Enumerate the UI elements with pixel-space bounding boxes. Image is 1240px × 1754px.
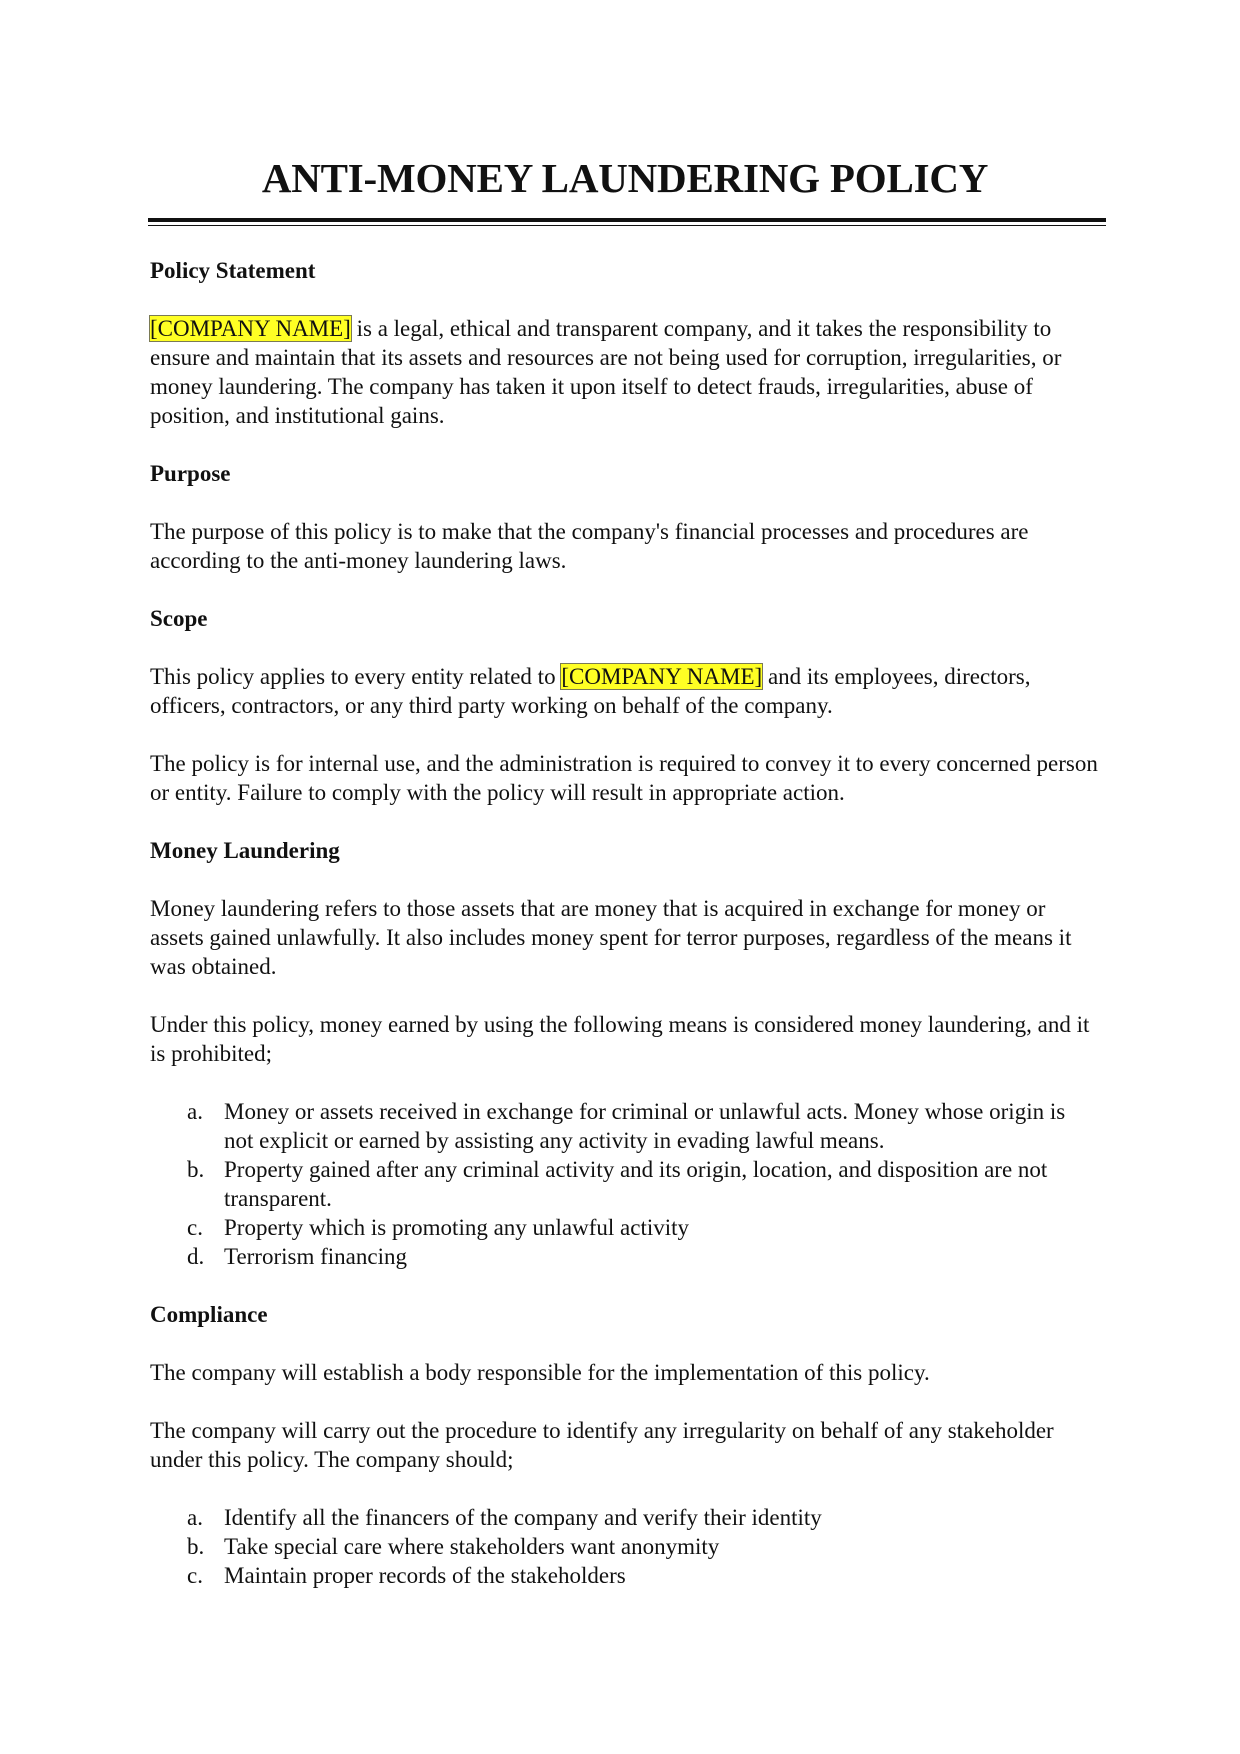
spacer: [150, 865, 1100, 894]
section-policy-statement: [150, 256, 1100, 430]
list-marker: c.: [187, 1215, 203, 1240]
list-item-text: Property gained after any criminal activity and its origin, location, and disposition are not transparent.: [224, 1157, 1048, 1211]
paragraph-text: is a legal, ethical and transparent company, and it takes the responsibility to ensure and maintain that its assets and resources are not being used for corruption, irregularities, or money laundering. The company has taken it upon itself to detect frauds, irregularities, abuse of position, and institutional gains.: [150, 316, 1062, 428]
document-page: [150, 150, 1100, 1590]
list-item: [187, 1561, 1100, 1590]
list-item-text: Property which is promoting any unlawful activity: [224, 1215, 690, 1240]
paragraph: The company will carry out the procedure to identify any irregularity on behalf of any stakeholder under this policy. The company should;: [150, 1418, 1054, 1472]
paragraph: Under this policy, money earned by using the following means is considered money laundering, and it is prohibited;: [150, 1012, 1090, 1066]
spacer: [150, 1271, 1100, 1300]
spacer: [150, 720, 1100, 749]
list-item-text: Terrorism financing: [224, 1244, 407, 1269]
spacer: [150, 1474, 1100, 1503]
paragraph: The company will establish a body responsible for the implementation of this policy.: [150, 1360, 930, 1385]
list-item: [187, 1155, 1100, 1213]
company-name-placeholder: [COMPANY NAME]: [150, 316, 351, 341]
list-item: [187, 1532, 1100, 1561]
spacer: [150, 1068, 1100, 1097]
list-marker: d.: [187, 1244, 205, 1269]
paragraph-text: This policy applies to every entity related to: [150, 664, 562, 689]
spacer: [150, 285, 1100, 314]
list-item: [187, 1097, 1100, 1155]
section-heading: Money Laundering: [150, 838, 340, 863]
paragraph: The purpose of this policy is to make that the company's financial processes and procedures are according to the anti-money laundering laws.: [150, 519, 1029, 573]
paragraph-text: and its employees, directors, officers, contractors, or any third party working on behalf of the company.: [150, 664, 1031, 718]
list-item-text: Take special care where stakeholders want anonymity: [224, 1534, 720, 1559]
spacer: [150, 430, 1100, 459]
list-marker: a.: [187, 1099, 203, 1124]
list-item: [187, 1503, 1100, 1532]
prohibited-means-list: [150, 1097, 1100, 1271]
section-heading: Purpose: [150, 461, 231, 486]
list-marker: b.: [187, 1157, 205, 1182]
company-name-placeholder: [COMPANY NAME]: [561, 664, 763, 689]
list-item-text: Identify all the financers of the company and verify their identity: [224, 1505, 822, 1530]
section-purpose: [150, 459, 1100, 575]
spacer: [150, 575, 1100, 604]
compliance-steps-list: [150, 1503, 1100, 1590]
section-heading: Scope: [150, 606, 208, 631]
section-heading: Policy Statement: [150, 258, 316, 283]
section-money-laundering: [150, 836, 1100, 1271]
spacer: [150, 488, 1100, 517]
list-item: [187, 1242, 1100, 1271]
section-compliance: [150, 1300, 1100, 1590]
list-item-text: Maintain proper records of the stakeholders: [224, 1563, 626, 1588]
paragraph: [150, 662, 1100, 720]
document-title: ANTI-MONEY LAUNDERING POLICY: [261, 155, 989, 201]
section-scope: [150, 604, 1100, 807]
list-marker: c.: [187, 1563, 203, 1588]
list-marker: b.: [187, 1534, 205, 1559]
list-item: [187, 1213, 1100, 1242]
spacer: [150, 1329, 1100, 1358]
list-marker: a.: [187, 1505, 203, 1530]
spacer: [150, 1387, 1100, 1416]
paragraph: [150, 314, 1100, 430]
spacer: [150, 807, 1100, 836]
spacer: [150, 633, 1100, 662]
list-item-text: Money or assets received in exchange for criminal or unlawful acts. Money whose origin is not explicit or earned by assisting any activity in evading lawful means.: [224, 1099, 1066, 1153]
paragraph: Money laundering refers to those assets that are money that is acquired in exchange for money or assets gained unlawfully. It also includes money spent for terror purposes, regardless of the means it was obtained.: [150, 896, 1072, 979]
title-double-rule: [148, 218, 1106, 226]
spacer: [150, 226, 1100, 256]
section-heading: Compliance: [150, 1302, 268, 1327]
paragraph: The policy is for internal use, and the administration is required to convey it to every concerned person or entity. Failure to comply with the policy will result in appropriate action.: [150, 751, 1098, 805]
spacer: [150, 981, 1100, 1010]
